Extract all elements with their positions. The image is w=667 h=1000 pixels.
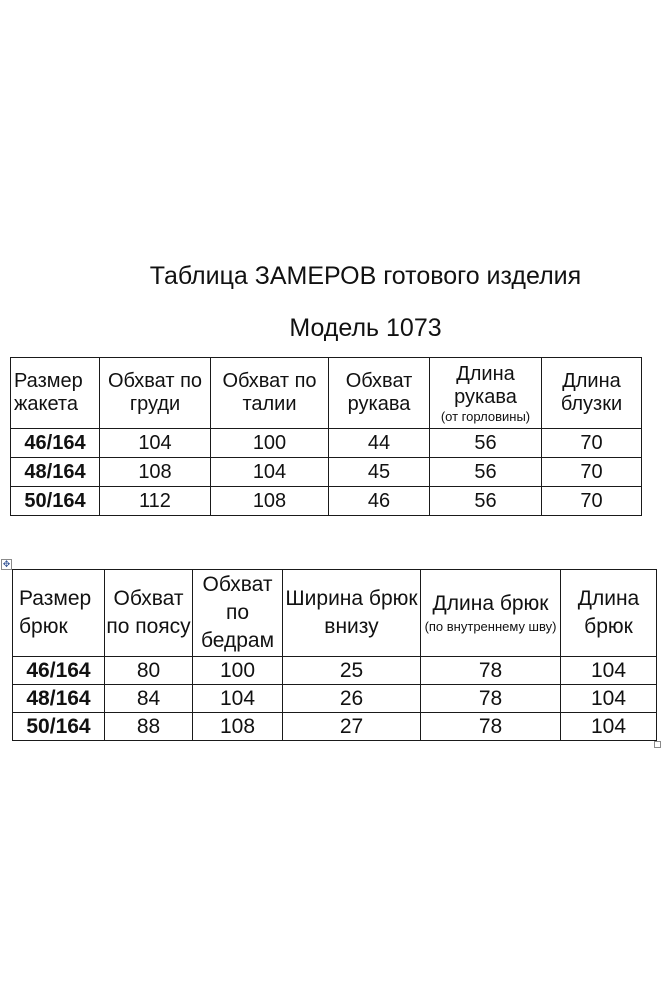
table-header-row xyxy=(11,358,642,429)
table-cell: 112 xyxy=(100,487,211,516)
header-cell xyxy=(105,570,193,657)
header-label: Обхват по груди xyxy=(107,370,203,415)
table-cell: 108 xyxy=(193,713,283,741)
size-cell: 50/164 xyxy=(13,713,105,741)
header-label: Длина брюк xyxy=(577,587,640,638)
table-cell: 104 xyxy=(561,713,657,741)
table-cell: 104 xyxy=(561,685,657,713)
table-cell: 108 xyxy=(100,458,211,487)
table-cell: 25 xyxy=(283,657,421,685)
move-arrows-icon[interactable]: ✥ xyxy=(2,559,11,569)
table-cell: 46 xyxy=(329,487,430,516)
size-cell: 48/164 xyxy=(13,685,105,713)
table-cell: 56 xyxy=(430,429,542,458)
model-title: Модель 1073 xyxy=(289,314,442,342)
header-label: Обхват по поясу xyxy=(106,587,191,638)
table-cell: 104 xyxy=(561,657,657,685)
header-label: Обхват по талии xyxy=(222,370,317,415)
table-cell: 80 xyxy=(105,657,193,685)
header-label: Длина брюк xyxy=(432,592,549,615)
document-title: Таблица ЗАМЕРОВ готового изделия xyxy=(149,262,582,290)
header-label: Размер брюк xyxy=(19,587,92,638)
table-cell: 78 xyxy=(421,713,561,741)
header-cell xyxy=(11,358,100,429)
table-row xyxy=(11,429,642,458)
header-cell xyxy=(430,358,542,429)
size-cell: 46/164 xyxy=(11,429,100,458)
header-cell xyxy=(421,570,561,657)
header-cell xyxy=(211,358,329,429)
header-label: Обхват по бедрам xyxy=(200,573,275,652)
header-note: (от горловины) xyxy=(440,408,531,424)
table-cell: 84 xyxy=(105,685,193,713)
header-label: Ширина брюк внизу xyxy=(285,587,418,638)
table-cell: 108 xyxy=(211,487,329,516)
jacket-size-table xyxy=(10,357,642,516)
table-cell: 56 xyxy=(430,458,542,487)
header-label: Длина блузки xyxy=(560,370,623,415)
table-cell: 104 xyxy=(211,458,329,487)
header-cell xyxy=(561,570,657,657)
table-header-row xyxy=(13,570,657,657)
table-cell: 56 xyxy=(430,487,542,516)
table-row xyxy=(13,685,657,713)
header-cell xyxy=(329,358,430,429)
table-cell: 104 xyxy=(193,685,283,713)
header-label: Обхват рукава xyxy=(345,370,413,415)
table-cell: 78 xyxy=(421,685,561,713)
resize-handle-icon[interactable] xyxy=(654,741,661,748)
table-cell: 78 xyxy=(421,657,561,685)
table-cell: 104 xyxy=(100,429,211,458)
table-cell: 70 xyxy=(542,487,642,516)
table-cell: 27 xyxy=(283,713,421,741)
size-cell: 46/164 xyxy=(13,657,105,685)
table-row xyxy=(13,713,657,741)
header-note: (по внутреннему шву) xyxy=(424,619,557,634)
table-cell: 44 xyxy=(329,429,430,458)
header-label: Размер жакета xyxy=(14,370,83,415)
header-cell xyxy=(193,570,283,657)
table-cell: 45 xyxy=(329,458,430,487)
table-cell: 88 xyxy=(105,713,193,741)
table-cell: 100 xyxy=(193,657,283,685)
table-row xyxy=(11,487,642,516)
table-cell: 100 xyxy=(211,429,329,458)
trousers-size-table xyxy=(12,569,657,741)
header-cell xyxy=(100,358,211,429)
header-cell xyxy=(13,570,105,657)
table-row xyxy=(11,458,642,487)
table-cell: 26 xyxy=(283,685,421,713)
table-cell: 70 xyxy=(542,458,642,487)
size-cell: 50/164 xyxy=(11,487,100,516)
table-cell: 70 xyxy=(542,429,642,458)
table-row xyxy=(13,657,657,685)
header-label: Длина рукава xyxy=(454,362,517,408)
size-cell: 48/164 xyxy=(11,458,100,487)
header-cell xyxy=(542,358,642,429)
header-cell xyxy=(283,570,421,657)
